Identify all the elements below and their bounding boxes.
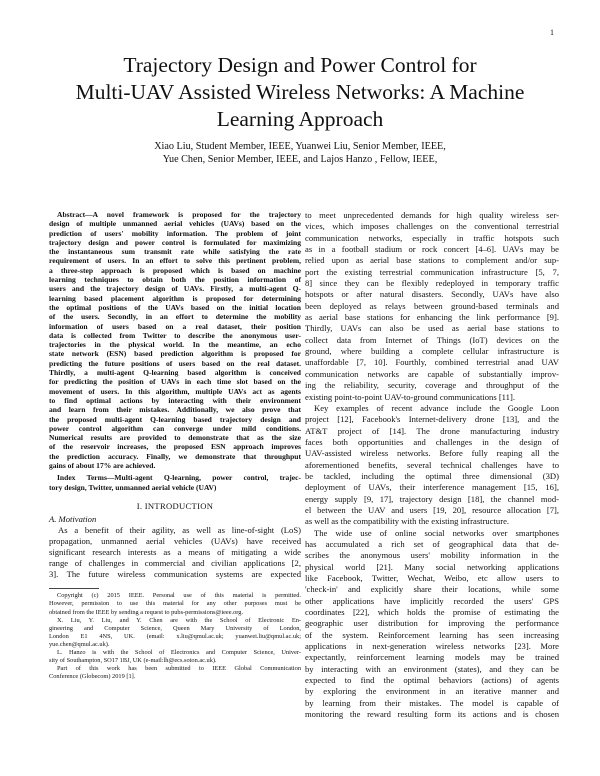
author-list: [40, 140, 560, 166]
abstract: [49, 210, 301, 470]
body-line: significant research interests as a means of mitigating a wide: [49, 546, 301, 557]
body-line: expectantly, reinforcement learning models may be trained: [305, 652, 559, 663]
body-line: 3]. The future wireless communication systems are expected: [49, 568, 301, 579]
body-line: coordinates [22], which holds the promise of estimating the: [305, 607, 559, 618]
abstract-line: to find optimal actions by interacting with their environment: [49, 395, 301, 405]
body-line: range of challenges in commercial and civilian applications [2,: [49, 557, 301, 568]
body-line: as in a football stadium or rock concert [4–6]. UAVs may be: [305, 244, 559, 255]
body-line: Thirdly, UAVs can also be used as aerial base stations to: [305, 323, 559, 334]
body-line: communication networks are capable of substantially improv-: [305, 368, 559, 379]
author-line: Xiao Liu, Student Member, IEEE, Yuanwei Liu, Senior Member, IEEE,: [154, 141, 446, 152]
abstract-line: requirement of users. In an effort to solve this pertinent problem,: [49, 256, 301, 266]
footnote-line: Part of this work has been submitted to IEEE Global Communication: [57, 664, 301, 672]
body-line: applications in next-generation wireless networks [23]. More: [305, 641, 559, 652]
body-line: deployment of UAVs, their interference management [15, 16],: [305, 482, 559, 493]
abstract-line: the instantaneous sum transmit rate while satisfying the rate: [49, 247, 301, 257]
author-line: Yue Chen, Senior Member, IEEE, and Lajos Hanzo , Fellow, IEEE,: [162, 154, 438, 166]
title-line: Learning Approach: [216, 107, 384, 131]
abstract-line: users and the trajectory design of UAVs. Firstly, a multi-agent Q-: [49, 284, 301, 294]
body-line: expected to find the optimal behaviors (actions) of agents: [305, 675, 559, 686]
abstract-line: the optimal positions of the UAVs based on the initial location: [49, 302, 301, 312]
index-terms-line: Index Terms—Multi-agent Q-learning, power control, trajec-: [57, 473, 301, 483]
body-line: to meet unprecedented demands for high quality wireless ser-: [305, 210, 559, 220]
footnote-line: Conference (Globecom) 2019 [1].: [49, 672, 136, 680]
body-line: faces both opportunities and challenges in the design of: [305, 436, 559, 447]
abstract-line: gains of about 17% are achieved.: [49, 461, 156, 471]
body-line: aforementioned benefits, several technical challenges have to: [305, 459, 559, 470]
abstract-line: trajectory design and power control is formulated for maximizing: [49, 237, 301, 247]
body-line: 'check-in' and explicitly share their locations, while some: [305, 584, 559, 595]
body-line: ground, where building a complete cellular infrastructure is: [305, 346, 559, 357]
subsection-heading: A. Motivation: [49, 513, 97, 524]
body-line: physical world [21]. Many social networking applications: [305, 561, 559, 572]
abstract-line: prediction of users' mobility information. The problem of joint: [49, 228, 301, 238]
abstract-line: a three-step approach is proposed which is based on machine: [49, 265, 301, 275]
body-line: by exploring the environment in an iterative manner and: [305, 686, 559, 697]
abstract-line: movement of users. In this algorithm, multiple UAVs act as agents: [49, 386, 301, 396]
abstract-line: for predicting the position of UAVs in each time slot based on the: [49, 377, 301, 387]
body-line: project [12], Facebook's Internet-delivery drone [13], and the: [305, 414, 559, 425]
index-terms: [49, 473, 301, 492]
body-line: UAV-assisted wireless networks. Before fully reaping all the: [305, 448, 559, 459]
right-column: [305, 210, 559, 720]
footnote-line: X. Liu, Y. Liu, and Y. Chen are with the School of Electronic En-: [57, 616, 301, 624]
abstract-line: learning based placement algorithm is proposed for determining: [49, 293, 301, 303]
body-line: has accumulated a rich set of geographical data that de-: [305, 538, 559, 549]
body-line: 8] since they can be flexibly redeployed in temporary traffic: [305, 278, 559, 289]
footnote-rule: [49, 588, 99, 589]
body-line: been deployed as relays between ground-based terminals and: [305, 300, 559, 311]
abstract-line: predicting the future positions of users based on the real dataset.: [49, 358, 301, 368]
body-line: as aerial base stations for enhancing the link performance [9].: [305, 312, 559, 323]
body-line: as well as the compatibility with the existing infrastructure.: [305, 516, 510, 527]
abstract-line: information of users based on a real dataset, their position: [49, 321, 301, 331]
paper-title: [40, 52, 560, 133]
body-line: by interacting with an environment (states), and they can be: [305, 663, 559, 674]
page-number: 1: [550, 28, 554, 37]
abstract-line: of the reservoir increases, the proposed ESN approach improves: [49, 442, 301, 452]
body-line: As a benefit of their agility, as well as line-of-sight (LoS): [58, 524, 301, 535]
body-line: be tackled, including the optimal three dimensional (3D): [305, 470, 559, 481]
body-line: other applications have implicitly recorded the users' GPS: [305, 595, 559, 606]
body-line: energy supply [9, 17], trajectory design [18], the channel mod-: [305, 493, 559, 504]
body-line: propagation, unmanned aerial vehicles (UAVs) have received: [49, 535, 301, 546]
abstract-line: Abstract—A novel framework is proposed for the trajectory: [57, 210, 301, 219]
index-terms-line: tory design, Twitter, unmanned aerial vehicle (UAV): [49, 482, 217, 492]
footnote-line: Copyright (c) 2015 IEEE. Personal use of this material is permitted.: [57, 592, 301, 600]
body-line: ing the reliability, security, coverage and throughput of the: [305, 380, 559, 391]
abstract-line: power control algorithm can converge under mild conditions.: [49, 423, 301, 433]
title-line: Multi-UAV Assisted Wireless Networks: A Machine: [75, 80, 525, 104]
abstract-line: the proposed multi-agent Q-learning based trajectory design and: [49, 414, 301, 424]
body-line: Key examples of recent advance include the Google Loon: [314, 402, 559, 413]
footnote-line: gineering and Computer Science, Queen Mary University of London,: [49, 624, 301, 632]
abstract-line: design of multiple unmanned aerial vehicles (UAVs) based on the: [49, 219, 301, 229]
body-line: communication networks, especially in traffic hotspots such: [305, 232, 559, 243]
abstract-line: trajectories in the physical world. In the meantime, an echo: [49, 340, 301, 350]
body-line: port the existing terrestrial communication infrastructure [5, 7,: [305, 266, 559, 277]
footnote-line: sity of Southampton, SO17 1BJ, UK (e-mail:lh@ecs.soton.ac.uk).: [49, 656, 217, 664]
body-line: unaffordable [7, 10]. Fourthly, combined terrestrial anad UAV: [305, 357, 559, 368]
footnote-line: L. Hanzo is with the School of Electronics and Computer Science, Univer-: [57, 648, 301, 656]
body-line: of the system. Reinforcement learning has seen increasing: [305, 629, 559, 640]
left-column: [49, 210, 301, 681]
footnote-line: However, permission to use this material for any other purposes must be: [49, 600, 301, 608]
footnote-line: yue.chen@qmul.ac.uk).: [49, 640, 110, 648]
body-line: existing point-to-point UAV-to-ground communications [11].: [305, 391, 515, 402]
body-line: like Facebook, Twitter, Wechat, Weibo, etc allow users to: [305, 573, 559, 583]
body-line: scribes the anonymous users' mobility information in the: [305, 550, 559, 561]
intro-paragraph: [49, 525, 301, 580]
body-line: The wide use of online social networks over smartphones: [314, 527, 559, 538]
footnote-line: obtained from the IEEE by sending a request to pubs-permissions@ieee.org.: [49, 608, 244, 616]
abstract-line: learning techniques to obtain both the position information of: [49, 275, 301, 285]
footnote-line: London E1 4NS, UK. (email: x.liu@qmul.ac.uk; yuanwei.liu@qmul.ac.uk;: [49, 632, 301, 640]
body-line: geographic user distribution for improving the performance: [305, 618, 559, 629]
body-line: hotspots or after natural disasters. Secondly, UAVs have also: [305, 289, 559, 300]
abstract-line: and learn from their mistakes. Additionally, we also prove that: [49, 405, 301, 415]
abstract-line: the prediction accuracy. Finally, we demonstrate that throughput: [49, 451, 301, 461]
body-line: AT&T project of [14]. The drone manufacturing industry: [305, 425, 559, 436]
title-line: Trajectory Design and Power Control for: [123, 53, 477, 77]
body-line: collect data from Internet of Things (IoT) devices on the: [305, 334, 559, 345]
section-heading: I. INTRODUCTION: [136, 500, 214, 511]
body-line: monitoring the reward resulting form its actions and is chosen: [305, 709, 559, 720]
body-line: relied upon as aerial base stations to complement and/or sup-: [305, 255, 559, 266]
abstract-line: Thirdly, a multi-agent Q-learning based algorithm is conceived: [49, 368, 301, 378]
body-line: by learning from their mistakes. The model is capable of: [305, 697, 559, 708]
body-line: el between the UAV and users [19, 20], resource allocation [7],: [305, 504, 559, 515]
abstract-line: Numerical results are provided to demonstrate that as the size: [49, 433, 301, 443]
abstract-line: of the users. Secondly, in an effort to determine the mobility: [49, 312, 301, 322]
abstract-line: state network (ESN) based prediction algorithm is proposed for: [49, 349, 301, 359]
abstract-line: data is collected from Twitter to describe the anonymous user-: [49, 330, 301, 340]
footnotes: [49, 592, 301, 681]
body-line: vices, which imposes challenges on the conventional terrestrial: [305, 221, 559, 232]
